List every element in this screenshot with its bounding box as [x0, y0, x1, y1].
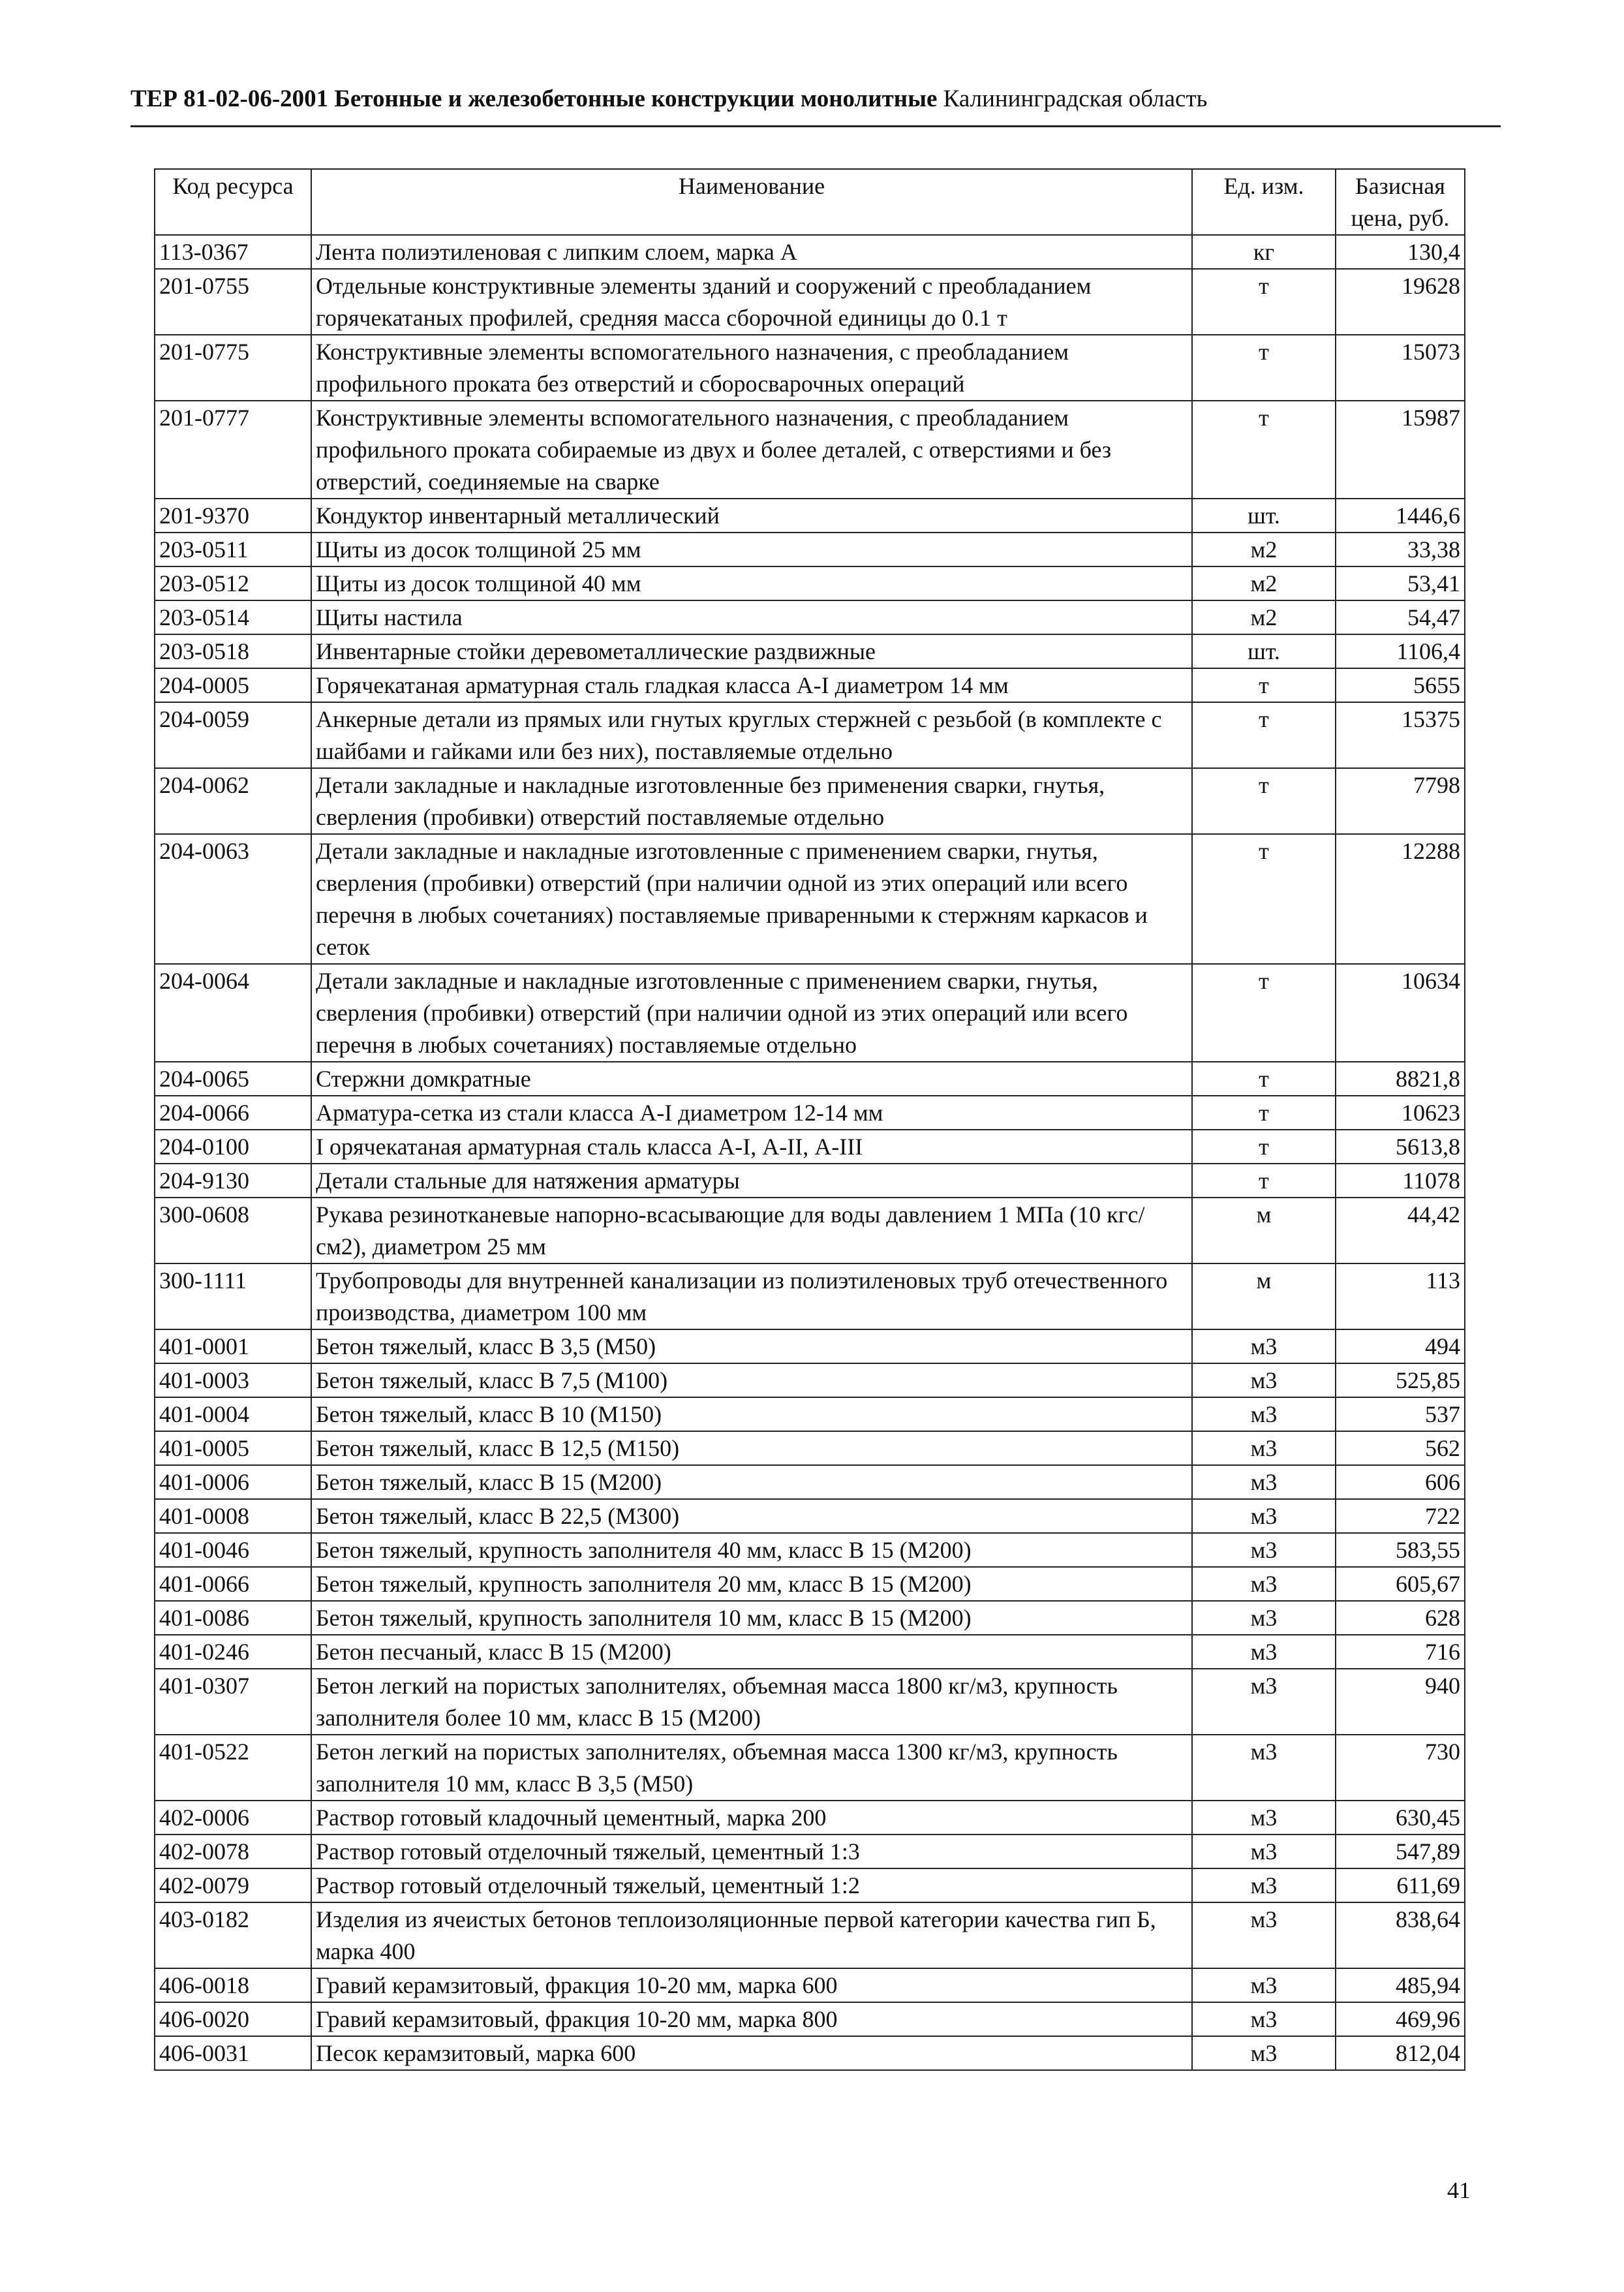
- cell-price: 5655: [1336, 668, 1465, 702]
- cell-unit: м3: [1192, 1835, 1336, 1868]
- cell-code: 402-0078: [155, 1835, 311, 1868]
- cell-name: Щиты из досок толщиной 40 мм: [311, 566, 1192, 600]
- cell-unit: м3: [1192, 1801, 1336, 1835]
- cell-unit: т: [1192, 335, 1336, 401]
- cell-name: Песок керамзитовый, марка 600: [311, 2036, 1192, 2070]
- cell-code: 401-0004: [155, 1397, 311, 1431]
- cell-price: 606: [1336, 1465, 1465, 1499]
- cell-name: Бетон тяжелый, класс В 15 (М200): [311, 1465, 1192, 1499]
- cell-code: 204-0005: [155, 668, 311, 702]
- cell-unit: т: [1192, 834, 1336, 964]
- cell-price: 611,69: [1336, 1868, 1465, 1902]
- cell-name: Детали закладные и накладные изготовленные с применением сварки, гнутья, сверления (пробивки) отверстий (при наличии одной из этих операций или всего перечня в любых сочетаниях) поставляемые приваренными к стержням каркасов и сеток: [311, 834, 1192, 964]
- table-header-row: [155, 169, 1465, 235]
- page-number: 41: [1447, 2177, 1471, 2203]
- cell-name: Раствор готовый отделочный тяжелый, цементный 1:3: [311, 1835, 1192, 1868]
- cell-code: 401-0001: [155, 1329, 311, 1363]
- cell-price: 812,04: [1336, 2036, 1465, 2070]
- cell-price: 940: [1336, 1669, 1465, 1735]
- cell-code: 401-0066: [155, 1567, 311, 1601]
- cell-code: 406-0031: [155, 2036, 311, 2070]
- cell-name: Конструктивные элементы вспомогательного назначения, с преобладанием профильного проката без отверстий и сборосварочных операций: [311, 335, 1192, 401]
- table-row: [155, 1669, 1465, 1735]
- cell-unit: т: [1192, 401, 1336, 499]
- cell-price: 1106,4: [1336, 634, 1465, 668]
- column-header-code: Код ресурса: [155, 169, 311, 235]
- table-row: [155, 1902, 1465, 1968]
- table-row: [155, 566, 1465, 600]
- table-row: [155, 1096, 1465, 1130]
- cell-name: Бетон легкий на пористых заполнителях, объемная масса 1800 кг/м3, крупность заполнителя более 10 мм, класс В 15 (М200): [311, 1669, 1192, 1735]
- cell-name: Бетон тяжелый, крупность заполнителя 40 мм, класс В 15 (М200): [311, 1533, 1192, 1567]
- table-body: [155, 235, 1465, 2070]
- cell-unit: т: [1192, 1130, 1336, 1164]
- cell-code: 300-0608: [155, 1198, 311, 1263]
- table-row: [155, 1601, 1465, 1635]
- table-row: [155, 634, 1465, 668]
- cell-price: 15375: [1336, 702, 1465, 768]
- cell-code: 204-9130: [155, 1164, 311, 1198]
- table-row: [155, 1868, 1465, 1902]
- cell-name: Горячекатаная арматурная сталь гладкая класса А-I диаметром 14 мм: [311, 668, 1192, 702]
- cell-unit: т: [1192, 1062, 1336, 1096]
- table-row: [155, 1329, 1465, 1363]
- cell-unit: м3: [1192, 1329, 1336, 1363]
- cell-price: 838,64: [1336, 1902, 1465, 1968]
- cell-name: Гравий керамзитовый, фракция 10-20 мм, марка 800: [311, 2002, 1192, 2036]
- cell-name: Кондуктор инвентарный металлический: [311, 499, 1192, 533]
- cell-code: 406-0018: [155, 1968, 311, 2002]
- table-row: [155, 668, 1465, 702]
- cell-price: 583,55: [1336, 1533, 1465, 1567]
- cell-name: Стержни домкратные: [311, 1062, 1192, 1096]
- cell-price: 1446,6: [1336, 499, 1465, 533]
- cell-name: Бетон легкий на пористых заполнителях, объемная масса 1300 кг/м3, крупность заполнителя 10 мм, класс В 3,5 (М50): [311, 1735, 1192, 1801]
- cell-unit: м3: [1192, 1635, 1336, 1669]
- table-row: [155, 1263, 1465, 1329]
- cell-price: 485,94: [1336, 1968, 1465, 2002]
- cell-unit: м3: [1192, 1397, 1336, 1431]
- cell-unit: м2: [1192, 600, 1336, 634]
- table-row: [155, 1567, 1465, 1601]
- cell-unit: т: [1192, 269, 1336, 335]
- cell-unit: шт.: [1192, 634, 1336, 668]
- cell-name: Отдельные конструктивные элементы зданий и сооружений с преобладанием горячекатаных профилей, средняя масса сборочной единицы до 0.1 т: [311, 269, 1192, 335]
- cell-name: I орячекатаная арматурная сталь класса А-I, А-II, А-III: [311, 1130, 1192, 1164]
- cell-code: 401-0086: [155, 1601, 311, 1635]
- table-row: [155, 1431, 1465, 1465]
- cell-name: Инвентарные стойки деревометаллические раздвижные: [311, 634, 1192, 668]
- cell-code: 401-0008: [155, 1499, 311, 1533]
- cell-code: 300-1111: [155, 1263, 311, 1329]
- cell-unit: м3: [1192, 1669, 1336, 1735]
- table-row: [155, 1635, 1465, 1669]
- cell-unit: т: [1192, 1096, 1336, 1130]
- table-row: [155, 600, 1465, 634]
- cell-code: 203-0514: [155, 600, 311, 634]
- cell-code: 401-0307: [155, 1669, 311, 1735]
- table-row: [155, 1499, 1465, 1533]
- cell-price: 10634: [1336, 964, 1465, 1062]
- cell-code: 113-0367: [155, 235, 311, 269]
- cell-code: 401-0246: [155, 1635, 311, 1669]
- cell-code: 201-9370: [155, 499, 311, 533]
- cell-name: Бетон тяжелый, класс В 3,5 (М50): [311, 1329, 1192, 1363]
- column-header-unit: Ед. изм.: [1192, 169, 1336, 235]
- table-row: [155, 1835, 1465, 1868]
- cell-price: 113: [1336, 1263, 1465, 1329]
- cell-unit: м3: [1192, 1431, 1336, 1465]
- cell-unit: шт.: [1192, 499, 1336, 533]
- cell-code: 401-0522: [155, 1735, 311, 1801]
- table-row: [155, 2036, 1465, 2070]
- cell-price: 562: [1336, 1431, 1465, 1465]
- table-row: [155, 499, 1465, 533]
- region-label: Калининградская область: [943, 85, 1208, 112]
- cell-name: Бетон тяжелый, класс В 12,5 (М150): [311, 1431, 1192, 1465]
- cell-name: Анкерные детали из прямых или гнутых круглых стержней с резьбой (в комплекте с шайбами и гайками или без них), поставляемые отдельно: [311, 702, 1192, 768]
- table-row: [155, 533, 1465, 566]
- cell-name: Детали закладные и накладные изготовленные с применением сварки, гнутья, сверления (пробивки) отверстий (при наличии одной из этих операций или всего перечня в любых сочетаниях) поставляемые отдельно: [311, 964, 1192, 1062]
- cell-code: 402-0006: [155, 1801, 311, 1835]
- cell-name: Конструктивные элементы вспомогательного назначения, с преобладанием профильного проката собираемые из двух и более деталей, с отверстиями и без отверстий, соединяемые на сварке: [311, 401, 1192, 499]
- cell-unit: м3: [1192, 2002, 1336, 2036]
- cell-name: Изделия из ячеистых бетонов теплоизоляционные первой категории качества гип Б, марка 400: [311, 1902, 1192, 1968]
- cell-price: 716: [1336, 1635, 1465, 1669]
- cell-name: Детали закладные и накладные изготовленные без применения сварки, гнутья, сверления (пробивки) отверстий поставляемые отдельно: [311, 768, 1192, 834]
- cell-unit: м3: [1192, 1363, 1336, 1397]
- cell-name: Раствор готовый отделочный тяжелый, цементный 1:2: [311, 1868, 1192, 1902]
- cell-price: 7798: [1336, 768, 1465, 834]
- cell-code: 204-0059: [155, 702, 311, 768]
- table-row: [155, 235, 1465, 269]
- cell-code: 204-0065: [155, 1062, 311, 1096]
- cell-unit: м3: [1192, 2036, 1336, 2070]
- cell-unit: м3: [1192, 1465, 1336, 1499]
- table-row: [155, 702, 1465, 768]
- table-row: [155, 1130, 1465, 1164]
- cell-price: 11078: [1336, 1164, 1465, 1198]
- cell-price: 33,38: [1336, 533, 1465, 566]
- cell-price: 8821,8: [1336, 1062, 1465, 1096]
- table-row: [155, 1363, 1465, 1397]
- table-row: [155, 1465, 1465, 1499]
- cell-code: 401-0005: [155, 1431, 311, 1465]
- cell-unit: м3: [1192, 1902, 1336, 1968]
- cell-price: 547,89: [1336, 1835, 1465, 1868]
- cell-code: 402-0079: [155, 1868, 311, 1902]
- cell-code: 401-0003: [155, 1363, 311, 1397]
- cell-code: 204-0100: [155, 1130, 311, 1164]
- page-header: [130, 85, 1501, 113]
- cell-unit: м3: [1192, 1567, 1336, 1601]
- cell-unit: м3: [1192, 1533, 1336, 1567]
- cell-name: Бетон песчаный, класс В 15 (М200): [311, 1635, 1192, 1669]
- cell-code: 406-0020: [155, 2002, 311, 2036]
- cell-unit: м3: [1192, 1499, 1336, 1533]
- cell-unit: т: [1192, 768, 1336, 834]
- table-row: [155, 1735, 1465, 1801]
- cell-code: 403-0182: [155, 1902, 311, 1968]
- cell-unit: кг: [1192, 235, 1336, 269]
- table-row: [155, 1533, 1465, 1567]
- resource-price-table: [154, 168, 1465, 2071]
- cell-price: 19628: [1336, 269, 1465, 335]
- cell-price: 630,45: [1336, 1801, 1465, 1835]
- cell-code: 203-0518: [155, 634, 311, 668]
- cell-code: 401-0006: [155, 1465, 311, 1499]
- cell-price: 12288: [1336, 834, 1465, 964]
- cell-unit: м2: [1192, 566, 1336, 600]
- cell-price: 537: [1336, 1397, 1465, 1431]
- table-row: [155, 768, 1465, 834]
- cell-price: 15987: [1336, 401, 1465, 499]
- cell-name: Бетон тяжелый, класс В 10 (М150): [311, 1397, 1192, 1431]
- cell-name: Рукава резинотканевые напорно-всасывающие для воды давлением 1 МПа (10 кгс/см2), диаметром 25 мм: [311, 1198, 1192, 1263]
- cell-code: 203-0511: [155, 533, 311, 566]
- cell-name: Щиты настила: [311, 600, 1192, 634]
- cell-price: 10623: [1336, 1096, 1465, 1130]
- table-row: [155, 269, 1465, 335]
- cell-code: 401-0046: [155, 1533, 311, 1567]
- table-row: [155, 1968, 1465, 2002]
- document-title: ТЕР 81-02-06-2001 Бетонные и железобетонные конструкции монолитные: [130, 85, 938, 112]
- cell-code: 204-0063: [155, 834, 311, 964]
- cell-name: Детали стальные для натяжения арматуры: [311, 1164, 1192, 1198]
- table-row: [155, 2002, 1465, 2036]
- cell-price: 469,96: [1336, 2002, 1465, 2036]
- cell-name: Трубопроводы для внутренней канализации из полиэтиленовых труб отечественного производства, диаметром 100 мм: [311, 1263, 1192, 1329]
- cell-name: Арматура-сетка из стали класса А-I диаметром 12-14 мм: [311, 1096, 1192, 1130]
- cell-code: 204-0066: [155, 1096, 311, 1130]
- cell-price: 44,42: [1336, 1198, 1465, 1263]
- cell-price: 5613,8: [1336, 1130, 1465, 1164]
- cell-price: 53,41: [1336, 566, 1465, 600]
- cell-name: Гравий керамзитовый, фракция 10-20 мм, марка 600: [311, 1968, 1192, 2002]
- cell-unit: м: [1192, 1198, 1336, 1263]
- cell-unit: м2: [1192, 533, 1336, 566]
- column-header-price: Базисная цена, руб.: [1336, 169, 1465, 235]
- table-row: [155, 1062, 1465, 1096]
- table-row: [155, 834, 1465, 964]
- cell-price: 605,67: [1336, 1567, 1465, 1601]
- cell-price: 54,47: [1336, 600, 1465, 634]
- cell-unit: т: [1192, 1164, 1336, 1198]
- cell-unit: т: [1192, 964, 1336, 1062]
- cell-price: 130,4: [1336, 235, 1465, 269]
- cell-price: 722: [1336, 1499, 1465, 1533]
- table-row: [155, 1164, 1465, 1198]
- cell-code: 204-0064: [155, 964, 311, 1062]
- cell-code: 204-0062: [155, 768, 311, 834]
- cell-name: Щиты из досок толщиной 25 мм: [311, 533, 1192, 566]
- cell-unit: м3: [1192, 1968, 1336, 2002]
- cell-name: Бетон тяжелый, класс В 7,5 (М100): [311, 1363, 1192, 1397]
- cell-price: 494: [1336, 1329, 1465, 1363]
- cell-name: Бетон тяжелый, крупность заполнителя 10 мм, класс В 15 (М200): [311, 1601, 1192, 1635]
- cell-name: Лента полиэтиленовая с липким слоем, марка А: [311, 235, 1192, 269]
- table-row: [155, 401, 1465, 499]
- table-row: [155, 1801, 1465, 1835]
- header-divider: [130, 125, 1501, 127]
- cell-name: Бетон тяжелый, класс В 22,5 (М300): [311, 1499, 1192, 1533]
- cell-name: Бетон тяжелый, крупность заполнителя 20 мм, класс В 15 (М200): [311, 1567, 1192, 1601]
- cell-unit: м: [1192, 1263, 1336, 1329]
- cell-code: 203-0512: [155, 566, 311, 600]
- cell-price: 525,85: [1336, 1363, 1465, 1397]
- cell-name: Раствор готовый кладочный цементный, марка 200: [311, 1801, 1192, 1835]
- table-row: [155, 1198, 1465, 1263]
- cell-price: 628: [1336, 1601, 1465, 1635]
- table-row: [155, 1397, 1465, 1431]
- cell-unit: м3: [1192, 1868, 1336, 1902]
- cell-unit: м3: [1192, 1601, 1336, 1635]
- cell-unit: м3: [1192, 1735, 1336, 1801]
- cell-price: 730: [1336, 1735, 1465, 1801]
- table-row: [155, 964, 1465, 1062]
- cell-unit: т: [1192, 668, 1336, 702]
- cell-unit: т: [1192, 702, 1336, 768]
- cell-code: 201-0755: [155, 269, 311, 335]
- column-header-name: Наименование: [311, 169, 1192, 235]
- table-row: [155, 335, 1465, 401]
- cell-code: 201-0775: [155, 335, 311, 401]
- cell-price: 15073: [1336, 335, 1465, 401]
- cell-code: 201-0777: [155, 401, 311, 499]
